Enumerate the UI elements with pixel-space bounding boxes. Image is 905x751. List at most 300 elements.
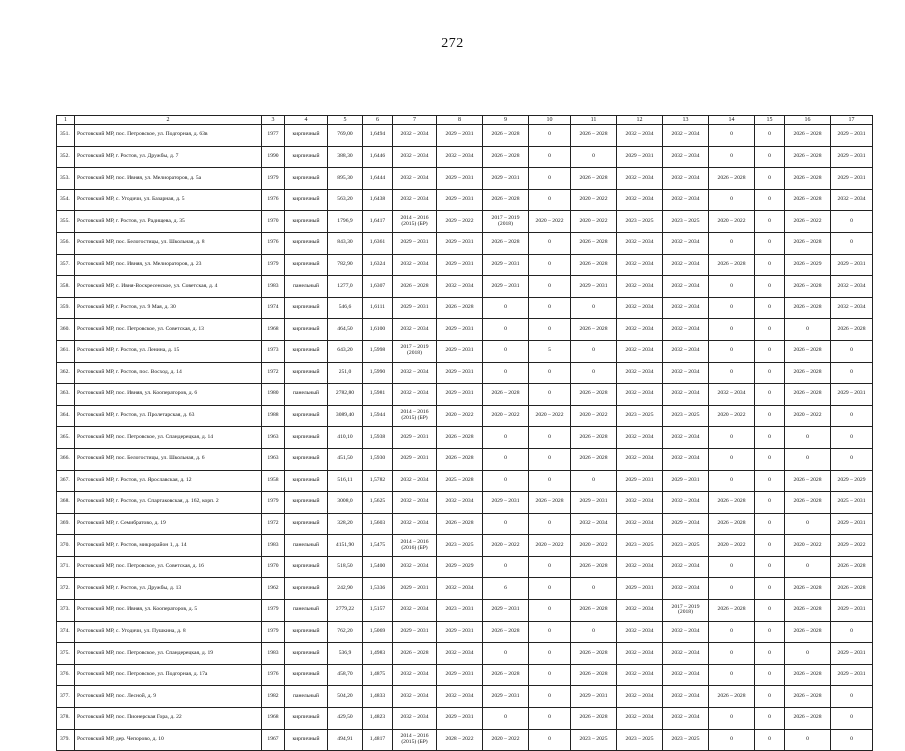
table-cell: Ростовский МР, с. Ивня-Воскресенское, ул. Советская, д. 4 xyxy=(75,276,262,298)
table-cell: 2032 – 2034 xyxy=(437,643,483,665)
table-cell: 1979 xyxy=(262,492,285,514)
table-cell: 0 xyxy=(709,621,755,643)
table-cell: 1979 xyxy=(262,168,285,190)
table-cell: 2026 – 2028 xyxy=(483,384,529,406)
table-cell: 2029 – 2031 xyxy=(617,470,663,492)
table-cell: панельный xyxy=(285,276,328,298)
table-cell: 0 xyxy=(785,448,831,470)
table-cell: 372. xyxy=(57,578,75,600)
column-number: 11 xyxy=(571,116,617,125)
table-cell: 2026 – 2028 xyxy=(785,686,831,708)
table-cell: 0 xyxy=(709,189,755,211)
table-cell: 1,4833 xyxy=(363,686,393,708)
table-cell: 2032 – 2034 xyxy=(831,189,873,211)
column-number: 2 xyxy=(75,116,262,125)
table-cell: 2032 – 2034 xyxy=(663,189,709,211)
table-cell: 2032 – 2034 xyxy=(393,384,437,406)
column-number: 3 xyxy=(262,116,285,125)
table-cell: 1,5938 xyxy=(363,427,393,449)
column-number: 1 xyxy=(57,116,75,125)
table-cell: 2026 – 2028 xyxy=(709,168,755,190)
table-cell: 0 xyxy=(709,664,755,686)
table-cell: 0 xyxy=(755,340,785,362)
table-cell: 2032 – 2034 xyxy=(617,621,663,643)
table-cell: 2032 – 2034 xyxy=(617,686,663,708)
table-cell: 2032 – 2034 xyxy=(709,384,755,406)
table-cell: 2026 – 2028 xyxy=(571,427,617,449)
table-cell: 2029 – 2031 xyxy=(483,600,529,622)
table-cell: 0 xyxy=(709,340,755,362)
table-cell: 1970 xyxy=(262,556,285,578)
table-cell: 0 xyxy=(529,708,571,730)
table-cell: 1,5625 xyxy=(363,492,393,514)
table-cell: кирпичный xyxy=(285,578,328,600)
table-cell: 0 xyxy=(755,405,785,427)
table-cell: 2029 – 2031 xyxy=(831,384,873,406)
table-cell: 2029 – 2031 xyxy=(437,319,483,341)
table-cell: 2032 – 2034 xyxy=(617,232,663,254)
table-cell: 2032 – 2034 xyxy=(663,492,709,514)
table-cell: 0 xyxy=(755,168,785,190)
table-cell: 2032 – 2034 xyxy=(663,448,709,470)
table-cell: 0 xyxy=(755,146,785,168)
table-cell: 363. xyxy=(57,384,75,406)
table-cell: Ростовский МР, пос. Белогостицы, ул. Школьная, д. 6 xyxy=(75,448,262,470)
table-cell: кирпичный xyxy=(285,492,328,514)
table-cell: 2029 – 2031 xyxy=(437,254,483,276)
table-cell: 1968 xyxy=(262,708,285,730)
table-row xyxy=(57,470,873,492)
table-cell: 0 xyxy=(483,297,529,319)
table-cell: 0 xyxy=(831,362,873,384)
table-cell: 359. xyxy=(57,297,75,319)
table-cell: 2020 – 2022 xyxy=(529,535,571,557)
table-cell: 2026 – 2028 xyxy=(785,340,831,362)
table-cell: 1967 xyxy=(262,729,285,751)
table-cell: 2029 – 2031 xyxy=(831,168,873,190)
table-cell: 2032 – 2034 xyxy=(617,319,663,341)
table-cell: 0 xyxy=(529,168,571,190)
table-cell: 0 xyxy=(529,146,571,168)
table-cell: 1980 xyxy=(262,384,285,406)
table-cell: 2032 – 2034 xyxy=(663,340,709,362)
table-cell: 2023 – 2025 xyxy=(663,211,709,233)
table-cell: 2032 – 2034 xyxy=(617,600,663,622)
table-cell: 0 xyxy=(755,556,785,578)
table-cell: 0 xyxy=(755,470,785,492)
table-cell: 0 xyxy=(831,448,873,470)
column-number: 10 xyxy=(529,116,571,125)
table-cell: 1983 xyxy=(262,643,285,665)
table-cell: 2032 – 2034 xyxy=(663,254,709,276)
table-cell: 2026 – 2028 xyxy=(437,427,483,449)
table-cell: 2029 – 2031 xyxy=(393,297,437,319)
table-cell: 1976 xyxy=(262,189,285,211)
table-cell: кирпичный xyxy=(285,297,328,319)
table-cell: 2029 – 2031 xyxy=(437,664,483,686)
table-cell: 1963 xyxy=(262,448,285,470)
table-cell: 5 xyxy=(529,340,571,362)
table-row xyxy=(57,319,873,341)
table-cell: 2029 – 2031 xyxy=(393,621,437,643)
table-cell: 0 xyxy=(755,189,785,211)
table-cell: 1,5944 xyxy=(363,405,393,427)
table-cell: 0 xyxy=(529,319,571,341)
table-cell: 2032 – 2034 xyxy=(393,168,437,190)
table-cell: 2026 – 2028 xyxy=(709,513,755,535)
table-cell: 0 xyxy=(755,708,785,730)
table-cell: 2032 – 2034 xyxy=(393,470,437,492)
table-cell: кирпичный xyxy=(285,427,328,449)
table-cell: 518,50 xyxy=(328,556,363,578)
table-row xyxy=(57,556,873,578)
table-cell: 2017 – 2019 (2018) xyxy=(663,600,709,622)
table-cell: 0 xyxy=(709,729,755,751)
table-row xyxy=(57,276,873,298)
table-cell: 4151,90 xyxy=(328,535,363,557)
table-cell: 769,00 xyxy=(328,125,363,147)
table-cell: 364. xyxy=(57,405,75,427)
table-cell: 0 xyxy=(529,254,571,276)
table-cell: панельный xyxy=(285,686,328,708)
table-cell: 2032 – 2034 xyxy=(393,556,437,578)
table-cell: кирпичный xyxy=(285,729,328,751)
table-row xyxy=(57,232,873,254)
table-cell: 2014 – 2016 (2015) (БР) xyxy=(393,211,437,233)
table-cell: 0 xyxy=(755,384,785,406)
table-cell: 2032 – 2034 xyxy=(617,448,663,470)
table-row xyxy=(57,405,873,427)
table-cell: 2032 – 2034 xyxy=(617,708,663,730)
table-cell: кирпичный xyxy=(285,319,328,341)
table-cell: 2026 – 2028 xyxy=(483,189,529,211)
table-cell: кирпичный xyxy=(285,211,328,233)
table-cell: 2029 – 2031 xyxy=(437,708,483,730)
table-cell: 2026 – 2028 xyxy=(437,513,483,535)
table-cell: 0 xyxy=(785,556,831,578)
column-number: 4 xyxy=(285,116,328,125)
table-cell: 0 xyxy=(755,621,785,643)
table-cell: 0 xyxy=(831,708,873,730)
table-cell: 0 xyxy=(483,643,529,665)
table-cell: 0 xyxy=(785,427,831,449)
table-cell: 2026 – 2028 xyxy=(571,168,617,190)
table-cell: 2032 – 2034 xyxy=(831,297,873,319)
table-cell: Ростовский МР, пос. Белогостицы, ул. Школьная, д. 8 xyxy=(75,232,262,254)
table-cell: 2782,80 xyxy=(328,384,363,406)
table-cell: 0 xyxy=(831,232,873,254)
table-row xyxy=(57,600,873,622)
table-cell: 1,5930 xyxy=(363,448,393,470)
table-cell: 2026 – 2028 xyxy=(709,254,755,276)
table-cell: Ростовский МР, г. Ростов, ул. Ярославская, д. 12 xyxy=(75,470,262,492)
table-cell: 0 xyxy=(709,319,755,341)
table-cell: 0 xyxy=(709,470,755,492)
table-cell: 2032 – 2034 xyxy=(663,276,709,298)
table-cell: 368. xyxy=(57,492,75,514)
table-cell: 1,6438 xyxy=(363,189,393,211)
table-cell: 2020 – 2022 xyxy=(709,211,755,233)
table-cell: 1,5069 xyxy=(363,621,393,643)
table-row xyxy=(57,686,873,708)
table-cell: 2023 – 2025 xyxy=(437,535,483,557)
table-cell: кирпичный xyxy=(285,146,328,168)
table-cell: 379. xyxy=(57,729,75,751)
table-cell: кирпичный xyxy=(285,405,328,427)
table-cell: 374. xyxy=(57,621,75,643)
table-cell: 2026 – 2028 xyxy=(571,600,617,622)
table-cell: 2023 – 2031 xyxy=(437,600,483,622)
table-cell: 536,9 xyxy=(328,643,363,665)
table-cell: 375. xyxy=(57,643,75,665)
table-cell: 2032 – 2034 xyxy=(437,146,483,168)
table-cell: 1796,9 xyxy=(328,211,363,233)
table-cell: кирпичный xyxy=(285,708,328,730)
table-cell: 2032 – 2034 xyxy=(393,146,437,168)
table-cell: 2023 – 2025 xyxy=(617,729,663,751)
table-cell: 2026 – 2028 xyxy=(709,600,755,622)
table-cell: 2032 – 2034 xyxy=(393,600,437,622)
table-cell: 2029 – 2031 xyxy=(831,600,873,622)
table-cell: 1962 xyxy=(262,578,285,600)
table-cell: 2026 – 2028 xyxy=(785,470,831,492)
table-cell: 2029 – 2031 xyxy=(437,384,483,406)
table-cell: Ростовский МР, пос. Ивняя, ул. Кооператоров, д. 6 xyxy=(75,384,262,406)
table-cell: 1,5782 xyxy=(363,470,393,492)
table-cell: Ростовский МР, пос. Ивняя, ул. Мелиораторов, д. 5а xyxy=(75,168,262,190)
table-cell: 2026 – 2028 xyxy=(571,664,617,686)
table-cell: 362. xyxy=(57,362,75,384)
table-cell: 2026 – 2028 xyxy=(571,643,617,665)
column-number: 5 xyxy=(328,116,363,125)
column-number: 14 xyxy=(709,116,755,125)
table-cell: 2032 – 2034 xyxy=(831,276,873,298)
table-cell: 2032 – 2034 xyxy=(663,125,709,147)
table-cell: 0 xyxy=(709,146,755,168)
table-cell: 1983 xyxy=(262,276,285,298)
table-cell: Ростовский МР, пос. Пионерская Гора, д. 22 xyxy=(75,708,262,730)
table-cell: 0 xyxy=(755,513,785,535)
table-cell: 2029 – 2031 xyxy=(663,470,709,492)
table-cell: 2032 – 2034 xyxy=(617,168,663,190)
table-cell: 2029 – 2031 xyxy=(393,427,437,449)
table-cell: Ростовский МР, дер. Чепорово, д. 10 xyxy=(75,729,262,751)
table-cell: 2029 – 2031 xyxy=(831,513,873,535)
table-cell: 2029 – 2031 xyxy=(393,578,437,600)
table-cell: 0 xyxy=(755,254,785,276)
table-cell: 2026 – 2028 xyxy=(571,319,617,341)
table-cell: 2029 – 2031 xyxy=(437,362,483,384)
table-cell: 2029 – 2031 xyxy=(617,578,663,600)
table-cell: 0 xyxy=(529,362,571,384)
table-cell: 2032 – 2034 xyxy=(437,686,483,708)
table-row xyxy=(57,448,873,470)
table-cell: 357. xyxy=(57,254,75,276)
table-cell: кирпичный xyxy=(285,254,328,276)
table-cell: 2029 – 2031 xyxy=(437,232,483,254)
table-cell: 2029 – 2022 xyxy=(437,211,483,233)
table-cell: 2032 – 2034 xyxy=(393,319,437,341)
table-cell: 429,50 xyxy=(328,708,363,730)
table-cell: 1,5157 xyxy=(363,600,393,622)
table-cell: 2017 – 2019 (2018) xyxy=(393,340,437,362)
table-cell: 0 xyxy=(709,297,755,319)
table-cell: 1990 xyxy=(262,146,285,168)
table-cell: 0 xyxy=(529,513,571,535)
table-cell: 2026 – 2028 xyxy=(709,492,755,514)
table-cell: Ростовский МР, с. Угодичи, ул. Базарная, д. 5 xyxy=(75,189,262,211)
table-cell: 2032 – 2034 xyxy=(663,146,709,168)
table-cell: 358. xyxy=(57,276,75,298)
table-cell: 251,0 xyxy=(328,362,363,384)
table-cell: 0 xyxy=(529,276,571,298)
table-cell: 1982 xyxy=(262,686,285,708)
table-cell: 0 xyxy=(483,340,529,362)
table-row xyxy=(57,643,873,665)
table-cell: 377. xyxy=(57,686,75,708)
table-cell: 2032 – 2034 xyxy=(663,578,709,600)
table-cell: 0 xyxy=(483,556,529,578)
table-cell: 2032 – 2034 xyxy=(663,686,709,708)
column-number: 12 xyxy=(617,116,663,125)
table-row xyxy=(57,384,873,406)
table-cell: 1977 xyxy=(262,125,285,147)
table-cell: 1963 xyxy=(262,427,285,449)
column-number: 15 xyxy=(755,116,785,125)
table-cell: кирпичный xyxy=(285,621,328,643)
table-cell: 2026 – 2029 xyxy=(785,254,831,276)
table-cell: 2029 – 2031 xyxy=(437,621,483,643)
table-cell: 410,10 xyxy=(328,427,363,449)
table-cell: 2023 – 2025 xyxy=(663,535,709,557)
table-cell: 2032 – 2034 xyxy=(617,492,663,514)
table-cell: 2026 – 2028 xyxy=(785,621,831,643)
column-number: 7 xyxy=(393,116,437,125)
table-cell: 2029 – 2031 xyxy=(393,448,437,470)
table-cell: 1972 xyxy=(262,513,285,535)
table-cell: 2020 – 2022 xyxy=(529,211,571,233)
table-cell: 371. xyxy=(57,556,75,578)
table-cell: Ростовский МР, г. Ростов, ул. Радищева, д. 35 xyxy=(75,211,262,233)
table-cell: 2023 – 2025 xyxy=(663,405,709,427)
table-cell: 2032 – 2034 xyxy=(663,427,709,449)
table-cell: 2032 – 2034 xyxy=(393,708,437,730)
table-cell: 0 xyxy=(755,492,785,514)
table-cell: Ростовский МР, г. Ростов, ул. 9 Мая, д. 30 xyxy=(75,297,262,319)
table-cell: 1,5475 xyxy=(363,535,393,557)
table-cell: 0 xyxy=(529,729,571,751)
table-cell: 2032 – 2034 xyxy=(617,513,663,535)
table-cell: 2029 – 2031 xyxy=(831,643,873,665)
table-cell: Ростовский МР, г. Ростов, ул. Дружбы, д. 13 xyxy=(75,578,262,600)
table-cell: 563,20 xyxy=(328,189,363,211)
table-cell: 2023 – 2025 xyxy=(617,535,663,557)
table-cell: 1,4983 xyxy=(363,643,393,665)
table-cell: 0 xyxy=(529,686,571,708)
table-cell: 0 xyxy=(571,470,617,492)
table-cell: 464,50 xyxy=(328,319,363,341)
column-number-row xyxy=(57,116,873,125)
table-cell: кирпичный xyxy=(285,643,328,665)
table-row xyxy=(57,427,873,449)
table-cell: 354. xyxy=(57,189,75,211)
table-cell: 2029 – 2022 xyxy=(831,535,873,557)
table-cell: кирпичный xyxy=(285,556,328,578)
table-cell: 0 xyxy=(571,362,617,384)
table-cell: 843,30 xyxy=(328,232,363,254)
table-cell: 1979 xyxy=(262,600,285,622)
table-cell: 0 xyxy=(755,600,785,622)
table-cell: 0 xyxy=(709,276,755,298)
table-cell: Ростовский МР, г. Семибратово, д. 19 xyxy=(75,513,262,535)
table-cell: 0 xyxy=(529,470,571,492)
table-cell: 2023 – 2025 xyxy=(617,405,663,427)
table-cell: 2029 – 2031 xyxy=(571,492,617,514)
table-cell: 352. xyxy=(57,146,75,168)
table-cell: 2029 – 2031 xyxy=(617,146,663,168)
table-cell: 0 xyxy=(529,448,571,470)
table-cell: 2023 – 2025 xyxy=(617,211,663,233)
table-cell: 2032 – 2034 xyxy=(393,513,437,535)
table-cell: 2029 – 2031 xyxy=(437,125,483,147)
table-cell: 1,4823 xyxy=(363,708,393,730)
table-cell: 2032 – 2034 xyxy=(617,297,663,319)
table-cell: 1976 xyxy=(262,664,285,686)
table-cell: 2026 – 2028 xyxy=(483,621,529,643)
table-cell: 2029 – 2031 xyxy=(437,168,483,190)
table-cell: 369. xyxy=(57,513,75,535)
table-cell: 0 xyxy=(709,556,755,578)
table-cell: Ростовский МР, пос. Петровское, ул. Спандерецкая, д. 19 xyxy=(75,643,262,665)
table-cell: 2029 – 2029 xyxy=(831,470,873,492)
table-cell: панельный xyxy=(285,535,328,557)
table-cell: 0 xyxy=(571,578,617,600)
table-cell: 2026 – 2028 xyxy=(785,578,831,600)
table-cell: 0 xyxy=(755,276,785,298)
table-cell: 504,20 xyxy=(328,686,363,708)
table-cell: 0 xyxy=(571,297,617,319)
table-cell: 0 xyxy=(831,427,873,449)
table-cell: 2029 – 2031 xyxy=(831,146,873,168)
column-number: 8 xyxy=(437,116,483,125)
table-cell: 3089,40 xyxy=(328,405,363,427)
table-cell: 2032 – 2034 xyxy=(617,556,663,578)
table-cell: 1,4875 xyxy=(363,664,393,686)
table-cell: 0 xyxy=(785,513,831,535)
table-cell: 2026 – 2028 xyxy=(831,578,873,600)
table-row xyxy=(57,729,873,751)
table-cell: 0 xyxy=(785,729,831,751)
table-cell: 2032 – 2034 xyxy=(663,362,709,384)
table-cell: 2026 – 2028 xyxy=(571,254,617,276)
table-cell: 2025 – 2028 xyxy=(437,470,483,492)
table-cell: панельный xyxy=(285,600,328,622)
table-cell: 0 xyxy=(831,729,873,751)
table-cell: 1,6100 xyxy=(363,319,393,341)
table-cell: кирпичный xyxy=(285,470,328,492)
table-cell: кирпичный xyxy=(285,448,328,470)
table-row xyxy=(57,297,873,319)
table-cell: 1,4817 xyxy=(363,729,393,751)
table-cell: 2026 – 2028 xyxy=(785,708,831,730)
table-cell: кирпичный xyxy=(285,125,328,147)
table-cell: 1,5998 xyxy=(363,340,393,362)
table-cell: 366. xyxy=(57,448,75,470)
table-cell: 2020 – 2022 xyxy=(571,405,617,427)
table-cell: 353. xyxy=(57,168,75,190)
table-cell: 2014 – 2016 (2016) (БР) xyxy=(393,535,437,557)
table-row xyxy=(57,146,873,168)
